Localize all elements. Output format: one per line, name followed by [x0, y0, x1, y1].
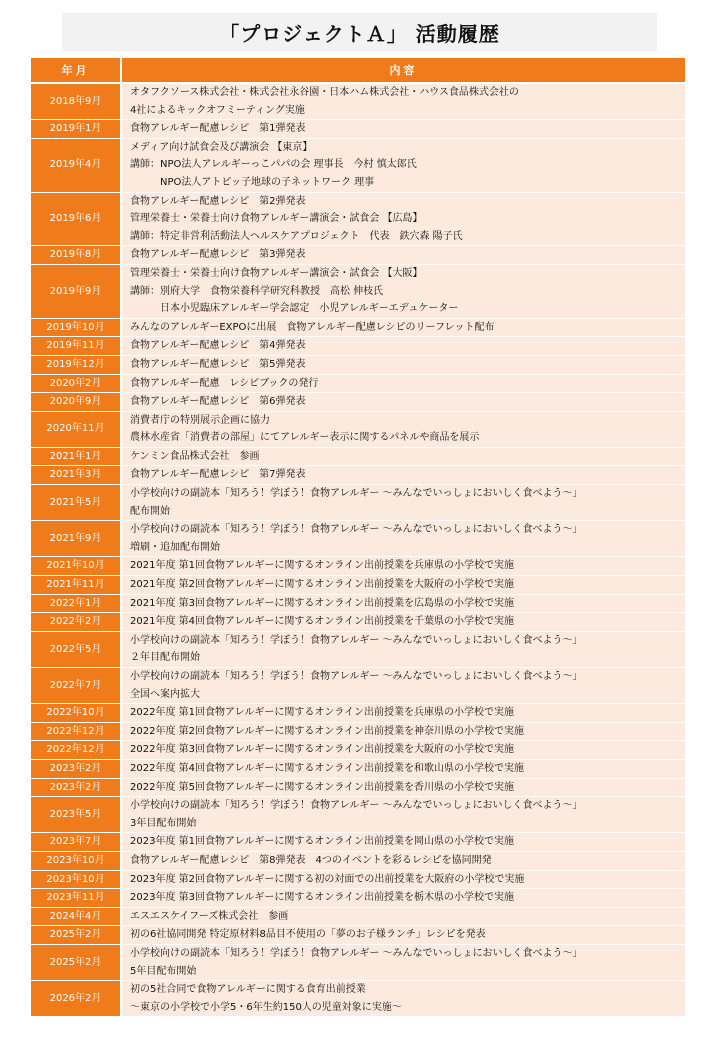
- content-line: 2021年度 第4回食物アレルギーに関するオンライン出前授業を千葉県の小学校で実施: [130, 616, 515, 628]
- row-content: [121, 907, 685, 926]
- row-date: 2026年2月: [31, 981, 121, 1017]
- content-line: 2021年度 第2回食物アレルギーに関するオンライン出前授業を大阪府の小学校で実施: [130, 579, 515, 591]
- content-line: オタフクソース株式会社・株式会社永谷園・日本ハム株式会社・ハウス食品株式会社の: [130, 87, 519, 98]
- content-line: エスエスケイフーズ株式会社 参画: [130, 910, 289, 922]
- row-date: 2019年4月: [31, 138, 121, 192]
- row-date: 2019年8月: [31, 246, 121, 265]
- table-row: [31, 485, 685, 521]
- row-content: [121, 944, 685, 980]
- table-row: [31, 704, 685, 723]
- content-line: 3年目配布開始: [130, 817, 197, 829]
- row-content: [121, 355, 685, 374]
- content-line: 食物アレルギー配慮レシピ 第8弾発表 4つのイベントを彩るレシピを協同開発: [130, 854, 492, 866]
- row-date: 2025年2月: [31, 944, 121, 980]
- activity-history-table: [31, 58, 685, 1017]
- row-date: 2020年11月: [31, 411, 121, 447]
- table-row: [31, 594, 685, 613]
- content-line: 小学校向けの副読本「知ろう！学ぼう！食物アレルギー ～みんなでいっしょにおいしく食べよう～」: [130, 524, 583, 536]
- table-header-row: [31, 58, 685, 83]
- content-line: 食物アレルギー配慮 レシピブックの発行: [130, 377, 319, 389]
- content-line: 2022年度 第4回食物アレルギーに関するオンライン出前授業を和歌山県の小学校で実施: [130, 762, 525, 774]
- table-row: [31, 759, 685, 778]
- table-row: [31, 447, 685, 466]
- row-content: [121, 318, 685, 337]
- table-row: [31, 907, 685, 926]
- table-row: [31, 722, 685, 741]
- row-date: 2022年7月: [31, 668, 121, 704]
- row-date: 2023年10月: [31, 870, 121, 889]
- content-line: 初の6社協同開発 特定原材料8品目不使用の「夢のお子様ランチ」レシピを発表: [130, 929, 486, 941]
- row-content: [121, 337, 685, 356]
- title-banner: [62, 13, 657, 51]
- row-content: [121, 466, 685, 485]
- row-content: [121, 759, 685, 778]
- table-row: [31, 192, 685, 246]
- content-line: NPO法人アトピッ子地球の子ネットワーク 理事: [130, 176, 375, 188]
- row-content: [121, 521, 685, 557]
- row-content: [121, 138, 685, 192]
- row-date: 2021年11月: [31, 576, 121, 595]
- row-content: [121, 411, 685, 447]
- content-line: 食物アレルギー配慮レシピ 第5弾発表: [130, 358, 306, 370]
- row-content: [121, 447, 685, 466]
- row-content: [121, 926, 685, 945]
- row-content: [121, 870, 685, 889]
- content-line: 消費者庁の特別展示企画に協力: [130, 414, 270, 426]
- table-row: [31, 668, 685, 704]
- content-line: 農林水産省「消費者の部屋」にてアレルギー表示に関するパネルや商品を展示: [130, 432, 480, 444]
- row-date: 2022年12月: [31, 741, 121, 760]
- row-date: 2021年5月: [31, 485, 121, 521]
- content-line: 日本小児臨床アレルギー学会認定 小児アレルギーエデュケーター: [130, 303, 459, 315]
- row-content: [121, 741, 685, 760]
- row-date: 2019年9月: [31, 264, 121, 318]
- content-line: 講師：特定非営利活動法人ヘルスケアプロジェクト 代表 鉄穴森 陽子氏: [130, 230, 463, 242]
- table-row: [31, 981, 685, 1017]
- table-row: [31, 741, 685, 760]
- content-line: 管理栄養士・栄養士向け食物アレルギー講演会・試食会 【大阪】: [130, 267, 423, 279]
- row-date: 2020年9月: [31, 393, 121, 412]
- row-date: 2023年7月: [31, 833, 121, 852]
- row-content: [121, 851, 685, 870]
- content-line: 全国へ案内拡大: [130, 688, 200, 700]
- row-date: 2022年10月: [31, 704, 121, 723]
- table-row: [31, 851, 685, 870]
- table-row: [31, 355, 685, 374]
- row-content: [121, 120, 685, 139]
- row-date: 2019年6月: [31, 192, 121, 246]
- content-line: 講師：別府大学 食物栄養科学研究科教授 高松 伸枝氏: [130, 285, 384, 297]
- row-content: [121, 192, 685, 246]
- content-line: 食物アレルギー配慮レシピ 第7弾発表: [130, 469, 306, 481]
- row-content: [121, 668, 685, 704]
- row-date: 2022年1月: [31, 594, 121, 613]
- table-row: [31, 797, 685, 833]
- content-line: 食物アレルギー配慮レシピ 第4弾発表: [130, 340, 306, 352]
- content-line: ケンミン食品株式会社 参画: [130, 450, 260, 462]
- column-header-content: 内容: [121, 58, 685, 83]
- row-date: 2021年10月: [31, 557, 121, 576]
- content-line: 2021年度 第3回食物アレルギーに関するオンライン出前授業を広島県の小学校で実施: [130, 597, 515, 609]
- row-content: [121, 981, 685, 1017]
- row-content: [121, 393, 685, 412]
- row-content: [121, 631, 685, 667]
- table-row: [31, 613, 685, 632]
- content-line: 小学校向けの副読本「知ろう！学ぼう！食物アレルギー ～みんなでいっしょにおいしく食べよう～」: [130, 947, 583, 959]
- content-line: 2023年度 第3回食物アレルギーに関するオンライン出前授業を栃木県の小学校で実施: [130, 892, 515, 904]
- table-body: [31, 83, 685, 1017]
- content-line: みんなのアレルギーEXPOに出展 食物アレルギー配慮レシピのリーフレット配布: [130, 321, 495, 333]
- content-line: ～東京の小学校で小学5・6年生約150人の児童対象に実施～: [130, 1001, 402, 1013]
- row-date: 2019年10月: [31, 318, 121, 337]
- table-row: [31, 889, 685, 908]
- content-line: 2023年度 第2回食物アレルギーに関する初の対面での出前授業を大阪府の小学校で実施: [130, 873, 525, 885]
- table-row: [31, 521, 685, 557]
- column-header-date: 年月: [31, 58, 121, 83]
- row-content: [121, 778, 685, 797]
- content-line: 増刷・追加配布開始: [130, 541, 220, 553]
- table-row: [31, 120, 685, 139]
- row-date: 2019年12月: [31, 355, 121, 374]
- content-line: 配布開始: [130, 505, 170, 517]
- row-date: 2022年2月: [31, 613, 121, 632]
- row-date: 2023年2月: [31, 778, 121, 797]
- row-date: 2023年11月: [31, 889, 121, 908]
- row-date: 2020年2月: [31, 374, 121, 393]
- row-content: [121, 83, 685, 120]
- table-row: [31, 337, 685, 356]
- content-line: 講師：NPO法人アレルギーっこパパの会 理事長 今村 慎太郎氏: [130, 159, 417, 171]
- table-row: [31, 631, 685, 667]
- content-line: 小学校向けの副読本「知ろう！学ぼう！食物アレルギー ～みんなでいっしょにおいしく食べよう～」: [130, 488, 583, 500]
- table-row: [31, 576, 685, 595]
- row-date: 2018年9月: [31, 83, 121, 120]
- table-row: [31, 83, 685, 120]
- row-date: 2021年9月: [31, 521, 121, 557]
- row-content: [121, 797, 685, 833]
- table-row: [31, 264, 685, 318]
- content-line: メディア向け試食会及び講演会 【東京】: [130, 141, 313, 153]
- row-content: [121, 704, 685, 723]
- table-row: [31, 926, 685, 945]
- content-line: 2022年度 第3回食物アレルギーに関するオンライン出前授業を大阪府の小学校で実施: [130, 744, 515, 756]
- row-content: [121, 722, 685, 741]
- content-line: 食物アレルギー配慮レシピ 第2弾発表: [130, 195, 306, 207]
- row-content: [121, 485, 685, 521]
- row-content: [121, 613, 685, 632]
- row-content: [121, 833, 685, 852]
- content-line: 2021年度 第1回食物アレルギーに関するオンライン出前授業を兵庫県の小学校で実施: [130, 560, 515, 572]
- table-row: [31, 557, 685, 576]
- content-line: 管理栄養士・栄養士向け食物アレルギー講演会・試食会 【広島】: [130, 213, 423, 225]
- row-date: 2023年10月: [31, 851, 121, 870]
- content-line: 食物アレルギー配慮レシピ 第3弾発表: [130, 249, 306, 261]
- content-line: 食物アレルギー配慮レシピ 第6弾発表: [130, 396, 306, 408]
- row-content: [121, 594, 685, 613]
- table-row: [31, 466, 685, 485]
- content-line: ２年目配布開始: [130, 652, 200, 664]
- page-title: 「プロジェクトＡ」 活動履歴: [219, 21, 500, 46]
- table-row: [31, 393, 685, 412]
- row-date: 2019年1月: [31, 120, 121, 139]
- row-content: [121, 576, 685, 595]
- row-content: [121, 557, 685, 576]
- table-row: [31, 778, 685, 797]
- content-line: 2022年度 第1回食物アレルギーに関するオンライン出前授業を兵庫県の小学校で実施: [130, 707, 515, 719]
- table-row: [31, 374, 685, 393]
- content-line: 2023年度 第1回食物アレルギーに関するオンライン出前授業を岡山県の小学校で実施: [130, 836, 515, 848]
- row-date: 2019年11月: [31, 337, 121, 356]
- table-row: [31, 870, 685, 889]
- row-content: [121, 889, 685, 908]
- table-row: [31, 944, 685, 980]
- row-content: [121, 246, 685, 265]
- content-line: 初の5社合同で食物アレルギーに関する食育出前授業: [130, 984, 366, 996]
- row-date: 2022年5月: [31, 631, 121, 667]
- row-date: 2021年3月: [31, 466, 121, 485]
- content-line: 小学校向けの副読本「知ろう！学ぼう！食物アレルギー ～みんなでいっしょにおいしく食べよう～」: [130, 800, 583, 812]
- content-line: 小学校向けの副読本「知ろう！学ぼう！食物アレルギー ～みんなでいっしょにおいしく食べよう～」: [130, 634, 583, 646]
- row-content: [121, 374, 685, 393]
- row-date: 2024年4月: [31, 907, 121, 926]
- row-content: [121, 264, 685, 318]
- table-row: [31, 411, 685, 447]
- table-row: [31, 318, 685, 337]
- content-line: 2022年度 第2回食物アレルギーに関するオンライン出前授業を神奈川県の小学校で実施: [130, 725, 525, 737]
- row-date: 2025年2月: [31, 926, 121, 945]
- table-row: [31, 138, 685, 192]
- table-row: [31, 246, 685, 265]
- content-line: 食物アレルギー配慮レシピ 第1弾発表: [130, 123, 306, 135]
- row-date: 2022年12月: [31, 722, 121, 741]
- content-line: 5年目配布開始: [130, 965, 197, 977]
- content-line: 小学校向けの副読本「知ろう！学ぼう！食物アレルギー ～みんなでいっしょにおいしく食べよう～」: [130, 671, 583, 682]
- content-line: 2022年度 第5回食物アレルギーに関するオンライン出前授業を香川県の小学校で実施: [130, 781, 515, 793]
- content-line: 4社によるキックオフミーティング実施: [130, 104, 305, 116]
- row-date: 2023年5月: [31, 797, 121, 833]
- row-date: 2023年2月: [31, 759, 121, 778]
- row-date: 2021年1月: [31, 447, 121, 466]
- table-row: [31, 833, 685, 852]
